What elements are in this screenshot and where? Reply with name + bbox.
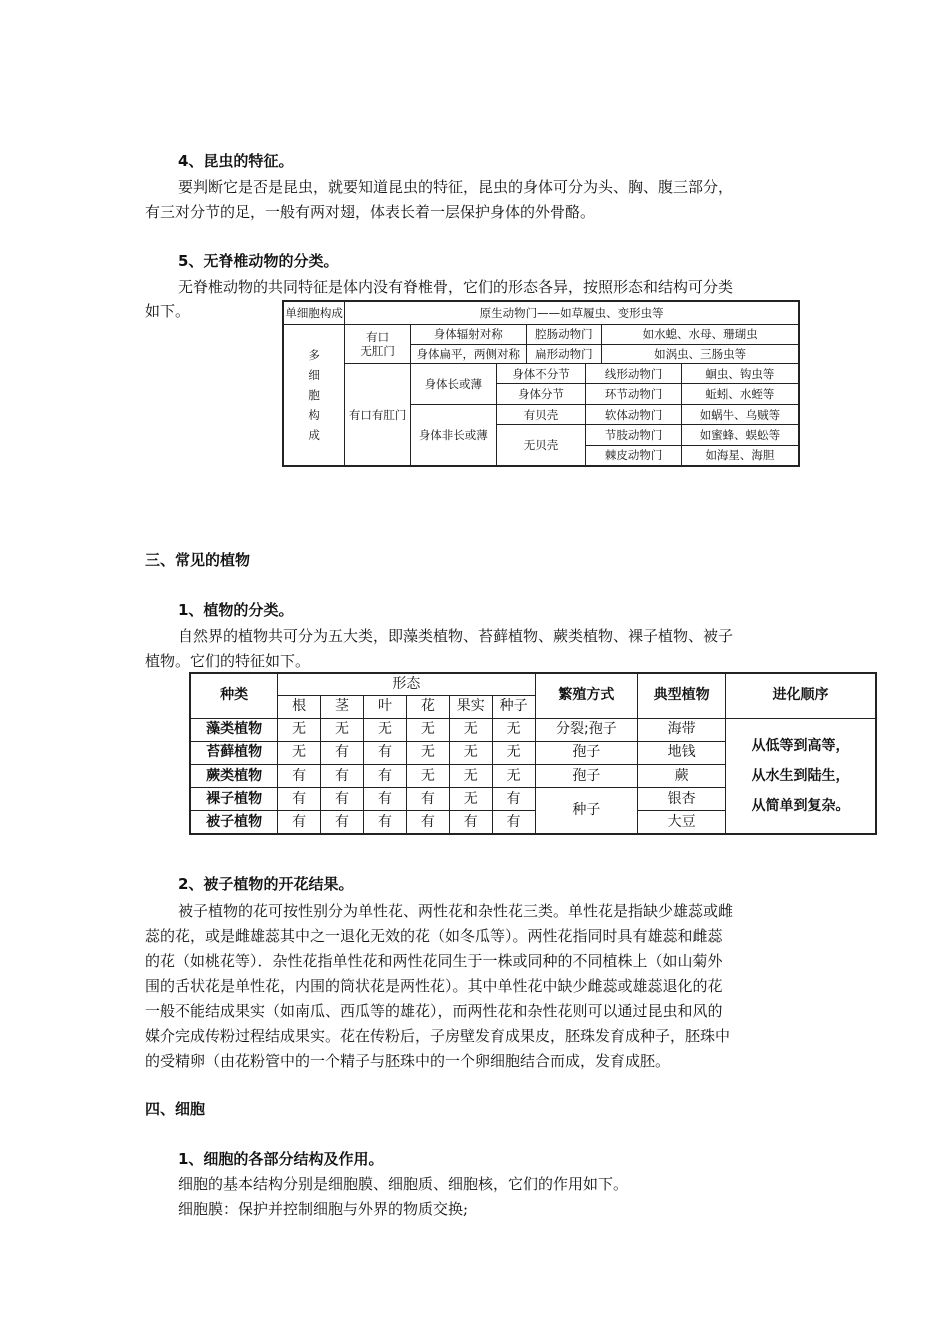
table-cell: 有贝壳: [496, 404, 586, 424]
table-cell: 分裂;孢子: [535, 718, 638, 741]
text-line: 细胞膜：保护并控制细胞与外界的物质交换;: [178, 1200, 469, 1218]
plant-classification-table: [189, 672, 877, 835]
table-cell: 有: [278, 765, 321, 788]
table-cell: 线形动物门: [586, 364, 682, 384]
invertebrate-classification-table: [282, 300, 800, 467]
table-header: 进化顺序: [725, 673, 876, 718]
table-header: 根: [278, 695, 321, 718]
text-line: 植物。它们的特征如下。: [145, 652, 311, 670]
table-cell: 有: [364, 811, 407, 834]
table-cell: 裸子植物: [190, 788, 278, 811]
table-cell: 大豆: [638, 811, 726, 834]
text-line: 自然界的植物共可分为五大类，即藻类植物、苔藓植物、蕨类植物、裸子植物、被子: [178, 627, 734, 645]
table-cell: 扁形动物门: [526, 344, 602, 363]
table-cell: 如涡虫、三肠虫等: [602, 344, 799, 363]
table-cell: 多 细 胞 构 成: [283, 325, 345, 466]
table-header: 叶: [364, 695, 407, 718]
table-cell: 有: [492, 788, 535, 811]
table-header: 茎: [321, 695, 364, 718]
table-cell: 有: [321, 765, 364, 788]
table-cell: 地钱: [638, 741, 726, 764]
table-cell: 无: [364, 718, 407, 741]
table-header: 典型植物: [638, 673, 726, 718]
section-title: 四、细胞: [145, 1100, 206, 1118]
table-cell: 有: [278, 788, 321, 811]
table-cell: 身体扁平，两侧对称: [410, 344, 526, 363]
table-cell: 有: [449, 811, 492, 834]
table-cell: 无: [449, 788, 492, 811]
table-cell: 身体不分节: [496, 364, 586, 384]
table-cell: 无: [321, 718, 364, 741]
text-line: 有三对分节的足，一般有两对翅，体表长着一层保护身体的外骨酪。: [145, 203, 596, 221]
section-title: 三、常见的植物: [145, 551, 251, 569]
table-cell: 单细胞构成: [283, 301, 345, 325]
table-cell: 种子: [535, 788, 638, 834]
table-cell: 身体非长或薄: [410, 404, 496, 466]
table-cell: 无: [278, 741, 321, 764]
table-cell: 无: [449, 741, 492, 764]
table-cell: 有: [406, 811, 449, 834]
table-cell: 环节动物门: [586, 384, 682, 404]
table-cell: 无: [406, 718, 449, 741]
text-line: 要判断它是否是昆虫，就要知道昆虫的特征，昆虫的身体可分为头、胸、腹三部分，: [178, 178, 734, 196]
text-line: 无脊椎动物的共同特征是体内没有脊椎骨，它们的形态各异，按照形态和结构可分类: [178, 278, 734, 296]
text-line: 被子植物的花可按性别分为单性花、两性花和杂性花三类。单性花是指缺少雄蕊或雌: [178, 902, 734, 920]
table-cell: 无: [492, 741, 535, 764]
table-cell: 无: [492, 718, 535, 741]
table-cell: 藻类植物: [190, 718, 278, 741]
table-cell: 如蜗牛、乌贼等: [681, 404, 799, 424]
table-cell: 有: [321, 741, 364, 764]
text-line: 一般不能结成果实（如南瓜、西瓜等的雄花），而两性花和杂性花则可以通过昆虫和风的: [145, 1002, 723, 1020]
table-header: 种子: [492, 695, 535, 718]
text-line: 的花（如桃花等）．杂性花指单性花和两性花同生于一株或同种的不同植株上（如山菊外: [145, 952, 723, 970]
text-line: 如下。: [145, 302, 191, 320]
table-cell: 软体动物门: [586, 404, 682, 424]
table-header: 繁殖方式: [535, 673, 638, 718]
text-line: 蕊的花，或是雌雄蕊其中之一退化无效的花（如冬瓜等）。两性花指同时具有雄蕊和雌蕊: [145, 927, 723, 945]
invertebrates-heading: 5、无脊椎动物的分类。: [178, 252, 339, 270]
table-cell: 有: [364, 788, 407, 811]
table-header: 种类: [190, 673, 278, 718]
table-cell: 无贝壳: [496, 425, 586, 466]
table-cell: 无: [492, 765, 535, 788]
table-cell: 无: [406, 741, 449, 764]
table-cell: 身体分节: [496, 384, 586, 404]
table-cell: 如海星、海胆: [681, 445, 799, 466]
insects-heading: 4、昆虫的特征。: [178, 152, 294, 170]
insects-paragraph: [178, 175, 733, 200]
cell-structure-paragraph: [178, 1172, 628, 1222]
table-cell: 蚯蚓、水蛭等: [681, 384, 799, 404]
table-cell: 有: [278, 811, 321, 834]
table-cell: 身体长或薄: [410, 364, 496, 405]
table-cell: 如蜜蜂、蜈蚣等: [681, 425, 799, 445]
table-cell: 蕨类植物: [190, 765, 278, 788]
table-cell: 腔肠动物门: [526, 325, 602, 344]
text-line: 围的舌状花是单性花，内围的筒状花是两性花）。其中单性花中缺少雌蕊或雄蕊退化的花: [145, 977, 723, 995]
table-cell: 蕨: [638, 765, 726, 788]
table-cell: 苔藓植物: [190, 741, 278, 764]
table-cell: 无: [278, 718, 321, 741]
table-cell: 无: [449, 718, 492, 741]
table-cell: 身体辐射对称: [410, 325, 526, 344]
angiosperm-heading: 2、被子植物的开花结果。: [178, 875, 354, 893]
table-header: 花: [406, 695, 449, 718]
table-cell: 孢子: [535, 765, 638, 788]
text-line: 的受精卵（由花粉管中的一个精子与胚珠中的一个卵细胞结合而成，发育成胚。: [145, 1052, 671, 1070]
table-cell: 孢子: [535, 741, 638, 764]
table-cell: 有: [321, 811, 364, 834]
classification-heading: 1、植物的分类。: [178, 601, 294, 619]
table-cell: 从低等到高等， 从水生到陆生， 从简单到复杂。: [725, 718, 876, 834]
table-cell: 蛔虫、钩虫等: [681, 364, 799, 384]
table-cell: 无: [449, 765, 492, 788]
table-cell: 海带: [638, 718, 726, 741]
table-cell: 有: [321, 788, 364, 811]
text-line: 细胞的基本结构分别是细胞膜、细胞质、细胞核，它们的作用如下。: [178, 1175, 629, 1193]
table-cell: 原生动物门——如草履虫、变形虫等: [345, 301, 799, 325]
table-cell: 有口 无肛门: [345, 325, 411, 364]
table-cell: 有: [364, 765, 407, 788]
table-cell: 有口有肛门: [345, 364, 411, 467]
table-cell: 银杏: [638, 788, 726, 811]
table-cell: 有: [406, 788, 449, 811]
table-header: 形态: [278, 673, 535, 695]
table-cell: 被子植物: [190, 811, 278, 834]
table-header: 果实: [449, 695, 492, 718]
cell-structure-heading: 1、细胞的各部分结构及作用。: [178, 1150, 384, 1168]
text-line: 媒介完成传粉过程结成果实。花在传粉后，子房壁发育成果皮，胚珠发育成种子，胚珠中: [145, 1027, 731, 1045]
table-cell: 有: [492, 811, 535, 834]
table-cell: 棘皮动物门: [586, 445, 682, 466]
table-cell: 如水螅、水母、珊瑚虫: [602, 325, 799, 344]
table-cell: 有: [364, 741, 407, 764]
table-row: [190, 718, 876, 741]
table-cell: 无: [406, 765, 449, 788]
angiosperm-paragraph: [145, 924, 730, 1074]
table-cell: 节肢动物门: [586, 425, 682, 445]
